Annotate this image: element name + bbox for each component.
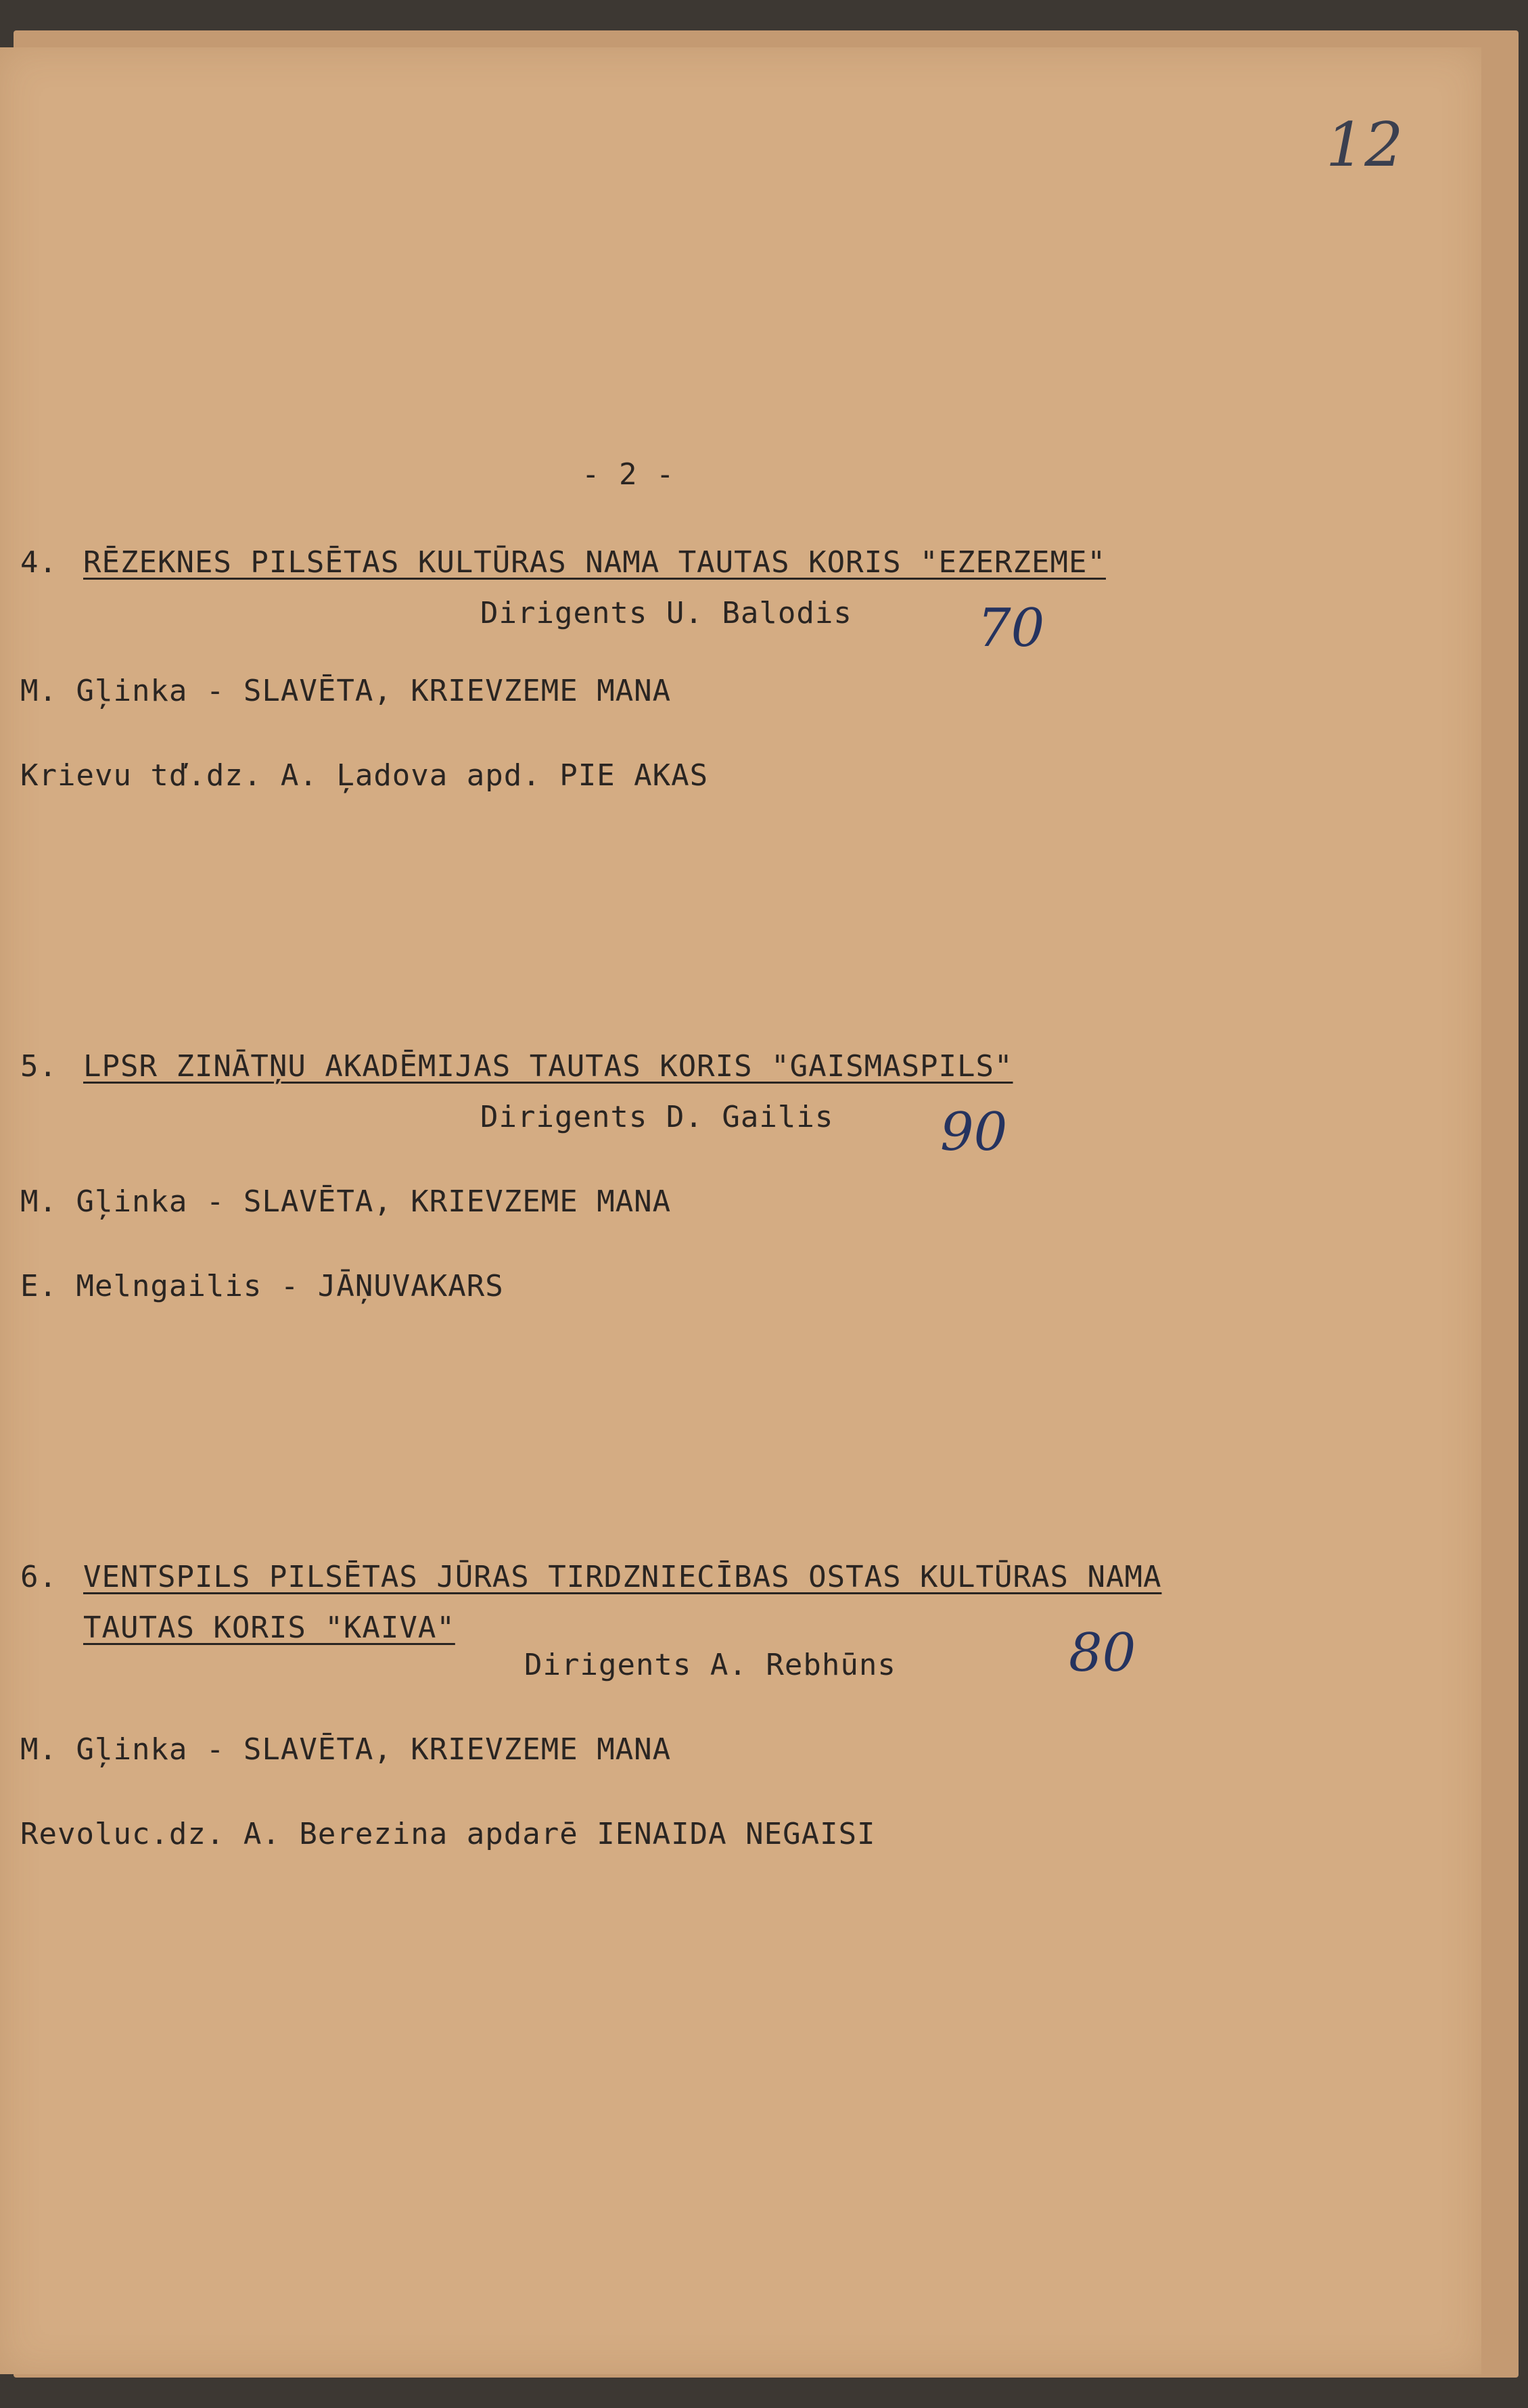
conductor: Dirigents D. Gailis [480,1100,834,1134]
entry-number: 4. [20,545,57,580]
page-number: - 2 - [582,457,675,492]
choir-title-continued: TAUTAS KORIS "KAIVA" [83,1611,455,1645]
handwritten-count: 80 [1069,1623,1136,1684]
document-page [0,47,1481,2374]
entry-number: 6. [20,1560,57,1594]
conductor: Dirigents A. Rebhūns [524,1648,896,1682]
repertoire-item: M. Gļinka - SLAVĒTA, KRIEVZEME MANA [20,1184,672,1219]
repertoire-item: Krievu tď.dz. A. Ļadova apd. PIE AKAS [20,758,709,793]
entry-number: 5. [20,1049,57,1084]
choir-title: VENTSPILS PILSĒTAS JŪRAS TIRDZNIECĪBAS OSTAS KULTŪRAS NAMA [83,1560,1162,1594]
repertoire-item: M. Gļinka - SLAVĒTA, KRIEVZEME MANA [20,674,672,708]
repertoire-item: Revoluc.dz. A. Berezina apdarē IENAIDA NEGAISI [20,1817,876,1851]
handwritten-count: 70 [977,598,1045,659]
choir-title: RĒZEKNES PILSĒTAS KULTŪRAS NAMA TAUTAS KORIS "EZERZEME" [83,545,1106,580]
handwritten-folio-number: 12 [1326,110,1404,181]
repertoire-item: M. Gļinka - SLAVĒTA, KRIEVZEME MANA [20,1732,672,1767]
repertoire-item: E. Melngailis - JĀŅUVAKARS [20,1269,504,1303]
handwritten-count: 90 [940,1102,1008,1163]
conductor: Dirigents U. Balodis [480,596,852,630]
choir-title: LPSR ZINĀTŅU AKADĒMIJAS TAUTAS KORIS "GAISMASPILS" [83,1049,1013,1084]
